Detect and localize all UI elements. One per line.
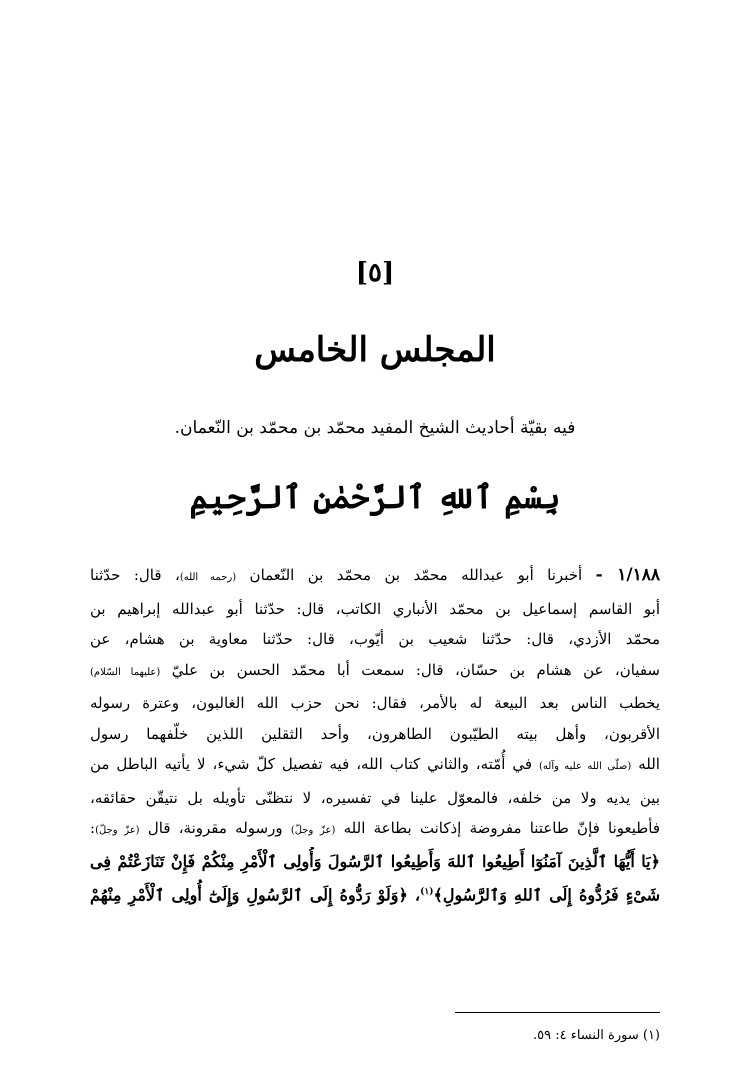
body-line-8: بين يديه ولا من خلفه، فالمعوّل علينا في تفسيره، لا نتظنّى تأويله بل نتيقّن حقائقه، (90, 788, 660, 807)
honorific: (عليهما السّلام) (90, 666, 161, 678)
body-line-5: يخطب الناس بعد البيعة له بالأمر، فقال: نحن حزب الله الغالبون، وعترة رسوله (90, 694, 660, 712)
body-line-4: سفيان، عن هشام بن حسّان، قال: سمعت أبا محمّد الحسن بن عليّ (عليهما السّلام) (90, 660, 660, 679)
footnote: (١) سورة النساء ٤: ٥٩. (532, 1028, 660, 1043)
basmala: بِسْمِ ٱللهِ ٱلرَّحْمٰنِ ٱلرَّحِيمِ (189, 478, 561, 516)
body-line-3: محمّد الأزدي، قال: حدّثنا شعيب بن أيّوب، قال: حدّثنا معاوية بن هشام، عن (90, 630, 660, 648)
session-number: [٥] (355, 258, 395, 288)
honorific: (رحمه الله) (179, 572, 237, 583)
honorific: (عزّ وجلّ) (290, 825, 336, 836)
hadith-number: ١/١٨٨ - (595, 565, 660, 585)
body-line-6: الأقربون، وأهل بيته الطيّبون الطاهرون، وأحد الثقلين اللذين خلّفهما رسول (90, 724, 660, 743)
session-description: فيه بقيّة أحاديث الشيخ المفيد محمّد بن محمّد بن النّعمان. (174, 418, 576, 438)
body-line-2: أبو القاسم إسماعيل بن محمّد الأنباري الكاتب، قال: حدّثنا أبو عبدالله إبراهيم بن (90, 599, 660, 618)
honorific: (صلّى الله عليه وآله) (539, 761, 632, 772)
honorific: (عزّ وجلّ) (95, 825, 140, 836)
footnote-divider (455, 1012, 660, 1013)
body-line-7: الله (صلّى الله عليه وآله) في أُمّته، والثاني كتاب الله، فيه تفصيل كلّ شيء، لا يأتيه الباطل من (90, 755, 660, 773)
body-line-1: ١/١٨٨ - أخبرنا أبو عبدالله محمّد بن محمّد بن النّعمان (رحمه الله)، قال: حدّثنا (90, 565, 660, 585)
quran-verse-line-2: شَىْءٍ فَرُدُّوهُ إِلَى ٱللهِ وَٱلرَّسُولِ﴾$^{(١)}$، ﴿وَلَوْ رَدُّوهُ إِلَى ٱلرَّسُولِ وَإِلَىٰٓ أُولِى ٱلْأَمْرِ مِنْهُمْ (90, 885, 660, 905)
quran-verse-line-1: ﴿يَا أَيُّهَا ٱلَّذِينَ آمَنُوٓا أَطِيعُوا ٱللهَ وَأَطِيعُوا ٱلرَّسُولَ وَأُولِى ٱلْأَمْرِ مِنْكُمْ فَإِنْ تَنَازَعْتُمْ فِى (90, 851, 660, 871)
body-line-9: فأطيعونا فإنّ طاعتنا مفروضة إذكانت بطاعة الله (عزّ وجلّ) ورسوله مقرونة، قال (عزّ وجلّ): (90, 819, 660, 837)
hadith-body (90, 560, 660, 911)
footnote-ref[interactable]: (١) (420, 887, 434, 897)
session-title: المجلس الخامس (254, 330, 496, 370)
